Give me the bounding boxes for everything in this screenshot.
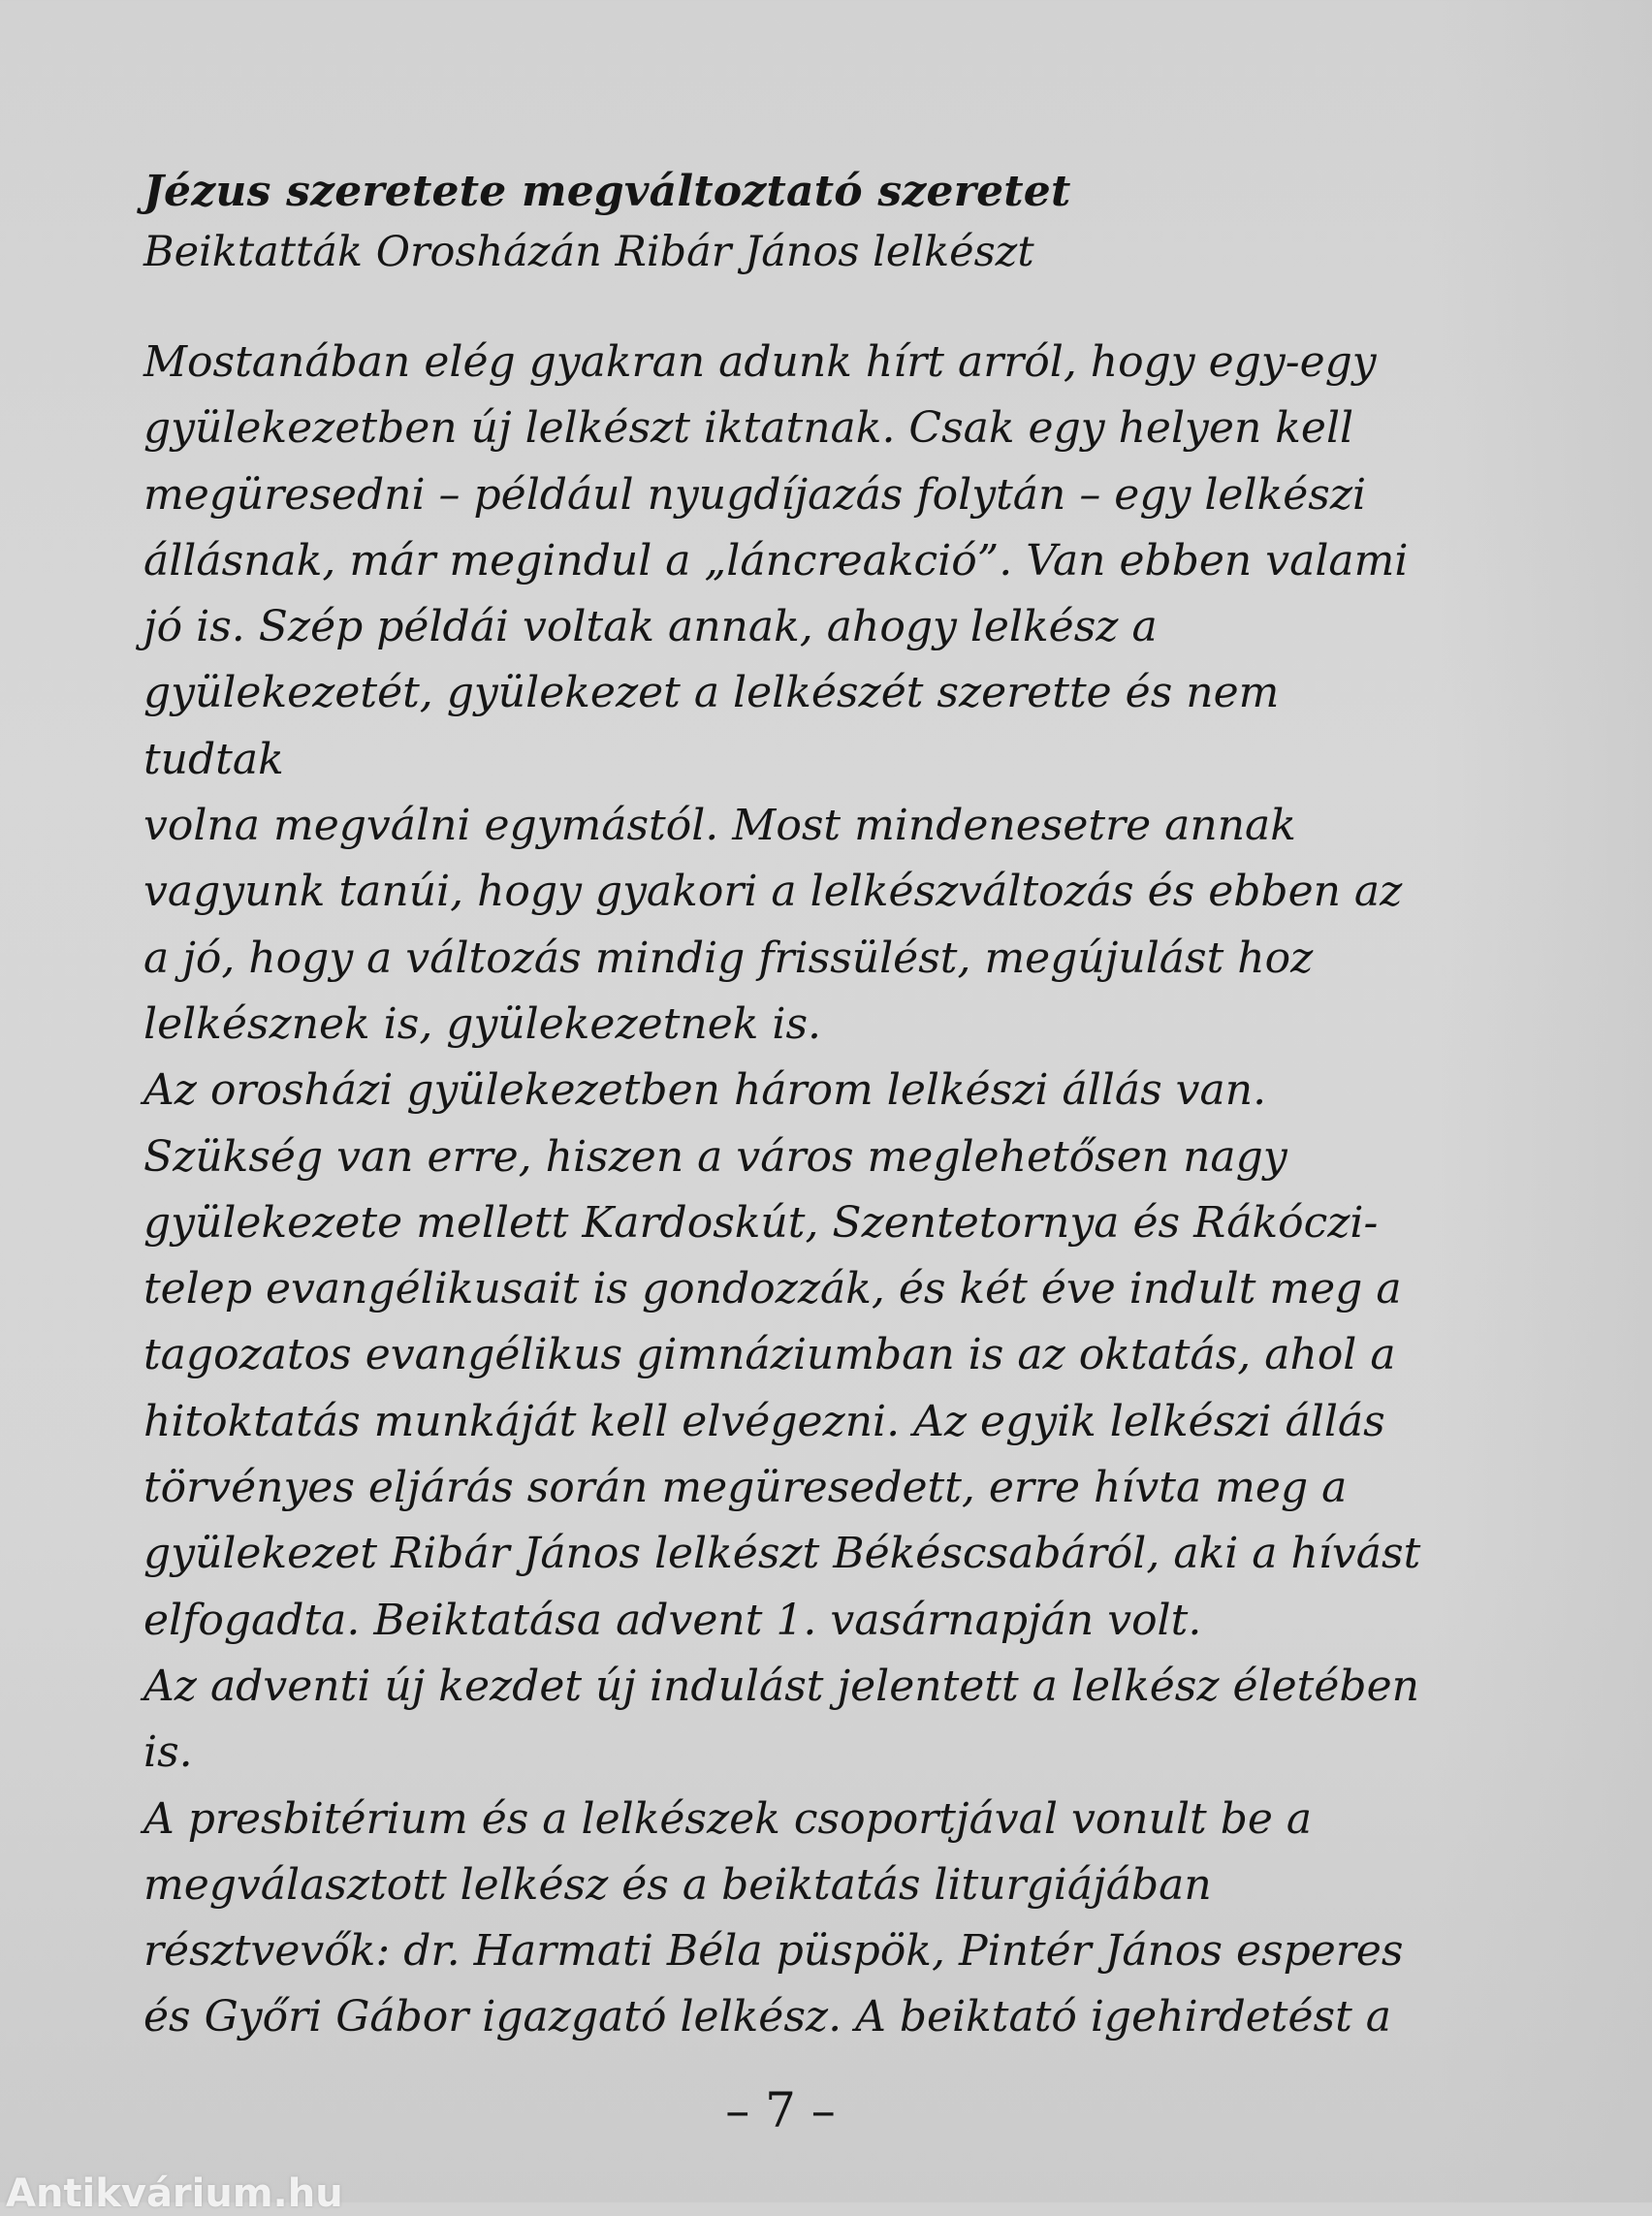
paragraph-4: A presbitérium és a lelkészek csoportjával vonult be a megválasztott lelkész és a beiktatás liturgiájában résztvevők: dr. Harmati Béla püspök, Pintér János esperes és Győri Gábor igazgató lelkész. A beiktató igehirdetést a — [143, 1793, 1404, 2042]
document-page — [143, 163, 1423, 2051]
article-subtitle: Beiktatták Orosházán Ribár János lelkészt — [143, 228, 1034, 276]
paragraph-1: Mostanában elég gyakran adunk hírt arról, hogy egy-egy gyülekezetben új lelkészt iktatnak. Csak egy helyen kell megüresedni – például nyugdíjazás folytán – egy lelkészi állásnak, már megindul a „láncreakció”. Van ebben valami jó is. Szép példái voltak annak, ahogy lelkész a gyülekezetét, gyülekezet a lelkészét szerette és nem tudtak volna megválni egymástól. Most mindenesetre annak vagyunk tanúi, hogy gyakori a lelkészváltozás és ebben az a jó, hogy a változás mindig frissülést, megújulást hoz lelkésznek is, gyülekezetnek is. — [143, 337, 1409, 1049]
article-body — [143, 330, 1423, 2051]
watermark: Antikvárium.hu — [6, 2171, 343, 2216]
paragraph-3: Az adventi új kezdet új indulást jelentett a lelkész életében is. — [143, 1661, 1419, 1778]
paragraph-2: Az orosházi gyülekezetben három lelkészi állás van. Szükség van erre, hiszen a város meglehetősen nagy gyülekezete mellett Kardoskút, Szentetornya és Rákóczi- telep evangélikusait is gondozzák, és két éve indult meg a tagozatos evangélikus gimnáziumban is az oktatás, ahol a hitoktatás munkáját kell elvégezni. Az egyik lelkészi állás törvényes eljárás során megüresedett, erre hívta meg a gyülekezet Ribár János lelkészt Békéscsabáról, aki a hívást elfogadta. Beiktatása advent 1. vasárnapján volt. — [143, 1065, 1421, 1645]
article-title: Jézus szeretete megváltoztató szeretet — [143, 167, 1071, 216]
adjacent-page-shadow — [1429, 0, 1652, 2202]
page-number: – 7 – — [725, 2082, 836, 2138]
